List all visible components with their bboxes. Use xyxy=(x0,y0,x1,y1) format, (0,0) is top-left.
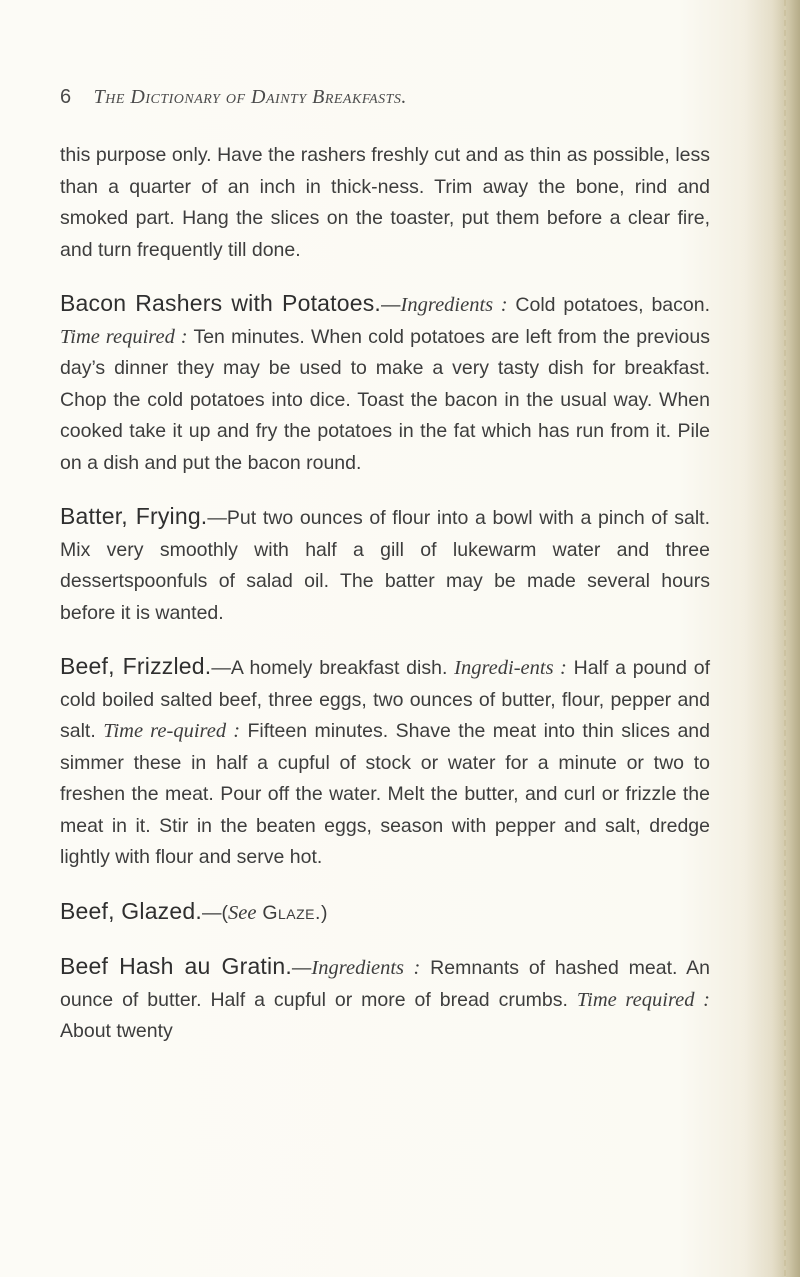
ingredients-text: Cold potatoes, bacon. xyxy=(507,294,710,316)
page-edge-shadow xyxy=(772,0,800,1277)
running-header xyxy=(60,86,407,109)
ingredients-text: Remnants of hashed meat. An ounce of butter. Half a cupful or more of bread crumbs. xyxy=(60,957,711,1011)
entry-heading: Beef, Glazed. xyxy=(60,897,202,924)
entry-bacon-rashers-potatoes xyxy=(60,288,710,479)
entry-batter-frying xyxy=(60,501,710,629)
entry-text: About twenty xyxy=(60,1020,173,1042)
entry-heading: Bacon Rashers with Potatoes. xyxy=(60,290,382,316)
time-label: Time required : xyxy=(576,988,711,1011)
entry-heading: Beef Hash au Gratin. xyxy=(60,953,292,979)
see-label: See xyxy=(227,901,257,924)
entry-text: —Put two ounces of flour into a bowl with a pinch of salt. Mix very smoothly with half a gill of lukewarm water and three dessertspoonfuls of salad oil. The batter may be made several hours before it is wanted. xyxy=(60,507,710,624)
entry-text: this purpose only. Have the rashers freshly cut and as thin as possible, less than a quarter of an inch in thick-ness. Trim away the bone, rind and smoked part. Hang the slices on the toaster, put them before a clear fire, and turn frequently till done. xyxy=(60,144,710,261)
ingredients-text: Half a pound of cold boiled salted beef, three eggs, two ounces of butter, flour, pepper and salt. xyxy=(60,657,710,742)
entry-rashers-continued xyxy=(60,140,710,266)
entry-beef-hash-au-gratin xyxy=(60,951,710,1048)
ingredients-label: Ingredi-ents : xyxy=(454,657,567,679)
entry-heading: Beef, Frizzled. xyxy=(60,653,212,679)
cross-reference: Glaze. xyxy=(256,901,321,924)
entry-intro: —A homely breakfast dish. xyxy=(211,657,455,679)
entry-dash: — xyxy=(381,294,401,316)
entry-beef-frizzled xyxy=(60,651,710,874)
entry-heading: Batter, Frying. xyxy=(60,503,208,529)
entry-text: Ten minutes. When cold potatoes are left from the previous day’s dinner they may be used to make a very tasty dish for breakfast. Chop the cold potatoes into dice. Toast the bacon in the usual way. When cooked take it up and fry the potatoes in the fat which has run from it. Pile on a dish and put the bacon round. xyxy=(60,325,710,474)
book-title: The Dictionary of Dainty Breakfasts. xyxy=(93,86,407,108)
page-body xyxy=(60,140,710,1070)
entry-text: Fifteen minutes. Shave the meat into thin slices and simmer these in half a cupful of stock or water for a minute or two to freshen the meat. Pour off the water. Melt the butter, and curl or frizzle the meat in it. Stir in the beaten eggs, season with pepper and salt, dredge lightly with flour and serve hot. xyxy=(60,720,710,868)
entry-beef-glazed xyxy=(60,896,710,930)
ingredients-label: Ingredients : xyxy=(311,957,421,979)
time-label: Time re-quired : xyxy=(103,720,241,742)
entry-dash: — xyxy=(291,957,312,979)
entry-close: ) xyxy=(320,901,328,924)
ingredients-label: Ingredients : xyxy=(400,294,508,316)
time-label: Time required : xyxy=(60,325,188,348)
entry-open: —( xyxy=(201,901,228,924)
page-edge-gutter xyxy=(784,0,786,1277)
page-number: 6 xyxy=(60,86,72,108)
